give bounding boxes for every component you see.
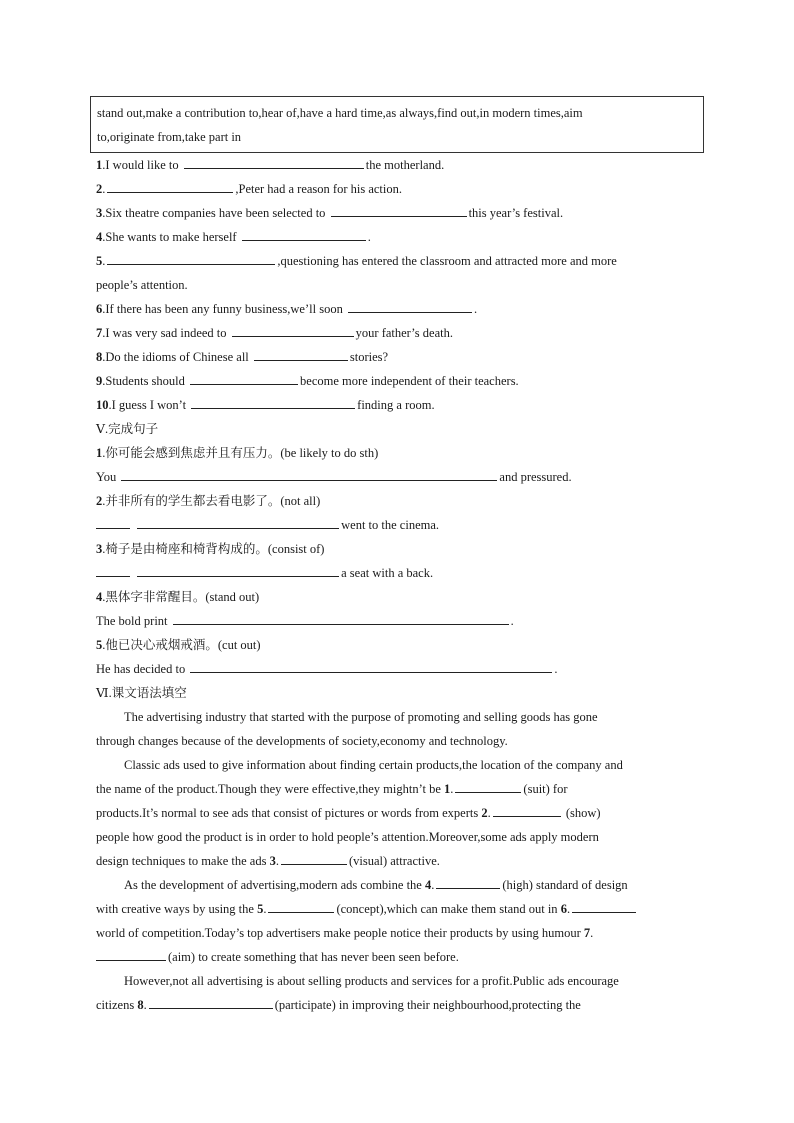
- answer-blank[interactable]: [268, 898, 334, 913]
- s5-item-5-answer: He has decided to .: [96, 657, 706, 681]
- answer-blank[interactable]: [184, 154, 364, 169]
- s5-item-2-answer: went to the cinema.: [96, 513, 706, 537]
- answer-blank[interactable]: [96, 514, 130, 529]
- word-bank-line-2: to,originate from,take part in: [97, 130, 242, 144]
- answer-blank[interactable]: [137, 514, 339, 529]
- answer-blank[interactable]: [190, 370, 298, 385]
- passage-paragraph-3: As the development of advertising,modern ads combine the 4. (high) standard of design with creative ways by using the 5. (concept),which can make them stand out in 6. world of competition.Today’s top advertisers make people notice their products by using humour 7. (aim) to create something that has never been seen before.: [96, 873, 706, 969]
- answer-blank[interactable]: [173, 610, 509, 625]
- answer-blank[interactable]: [190, 658, 552, 673]
- fill-item-9: 9.Students should become more independent of their teachers.: [96, 369, 706, 393]
- fill-item-7: 7.I was very sad indeed to your father’s death.: [96, 321, 706, 345]
- s5-item-1-answer: You and pressured.: [96, 465, 706, 489]
- answer-blank[interactable]: [254, 346, 348, 361]
- fill-item-4: 4.She wants to make herself .: [96, 225, 706, 249]
- fill-item-2: 2. ,Peter had a reason for his action.: [96, 177, 706, 201]
- fill-item-6: 6.If there has been any funny business,we’ll soon .: [96, 297, 706, 321]
- section-5-title: Ⅴ.完成句子: [96, 422, 159, 436]
- s5-item-3-prompt: 3.椅子是由椅座和椅背构成的。(consist of): [96, 542, 325, 556]
- passage-paragraph-4: However,not all advertising is about selling products and services for a profit.Public ads encourage citizens 8. (participate) in improving their neighbourhood,protecting the: [96, 974, 619, 1012]
- answer-blank[interactable]: [572, 898, 636, 913]
- answer-blank[interactable]: [455, 778, 521, 793]
- answer-blank[interactable]: [107, 178, 233, 193]
- answer-blank[interactable]: [436, 874, 500, 889]
- answer-blank[interactable]: [96, 562, 130, 577]
- s5-item-4-prompt: 4.黑体字非常醒目。(stand out): [96, 590, 260, 604]
- answer-blank[interactable]: [242, 226, 366, 241]
- s5-item-3-answer: a seat with a back.: [96, 561, 706, 585]
- answer-blank[interactable]: [348, 298, 472, 313]
- passage-paragraph-1: The advertising industry that started with the purpose of promoting and selling goods has gone through changes because of the developments of society,economy and technology.: [96, 710, 598, 748]
- answer-blank[interactable]: [331, 202, 467, 217]
- fill-item-3: 3.Six theatre companies have been selected to this year’s festival.: [96, 201, 706, 225]
- word-bank-line-1: stand out,make a contribution to,hear of,have a hard time,as always,find out,in modern times,aim: [97, 106, 583, 120]
- s5-item-2-prompt: 2.并非所有的学生都去看电影了。(not all): [96, 494, 321, 508]
- answer-blank[interactable]: [96, 946, 166, 961]
- s5-item-1-prompt: 1.你可能会感到焦虑并且有压力。(be likely to do sth): [96, 446, 379, 460]
- s5-item-4-answer: The bold print .: [96, 609, 706, 633]
- fill-item-5-cont: people’s attention.: [96, 278, 188, 292]
- answer-blank[interactable]: [121, 466, 497, 481]
- fill-item-5: 5. ,questioning has entered the classroom and attracted more and more: [96, 249, 706, 273]
- answer-blank[interactable]: [149, 994, 273, 1009]
- fill-item-8: 8.Do the idioms of Chinese all stories?: [96, 345, 706, 369]
- answer-blank[interactable]: [232, 322, 354, 337]
- answer-blank[interactable]: [281, 850, 347, 865]
- answer-blank[interactable]: [191, 394, 355, 409]
- answer-blank[interactable]: [137, 562, 339, 577]
- section-6-title: Ⅵ.课文语法填空: [96, 686, 187, 700]
- word-bank-box: [90, 96, 704, 153]
- answer-blank[interactable]: [493, 802, 561, 817]
- passage-paragraph-2: Classic ads used to give information about finding certain products,the location of the company and the name of the product.Though they were effective,they mightn’t be 1. (suit) for products.It’s normal to see ads that consist of pictures or words from experts 2. (show) people how good the product is in order to hold people’s attention.Moreover,some ads apply modern design techniques to make the ads 3. (visual) attractive.: [96, 758, 623, 868]
- fill-item-10: 10.I guess I won’t finding a room.: [96, 393, 706, 417]
- answer-blank[interactable]: [107, 250, 275, 265]
- fill-item-1: 1.I would like to the motherland.: [96, 153, 706, 177]
- worksheet-page: [96, 96, 706, 1017]
- s5-item-5-prompt: 5.他已决心戒烟戒酒。(cut out): [96, 638, 261, 652]
